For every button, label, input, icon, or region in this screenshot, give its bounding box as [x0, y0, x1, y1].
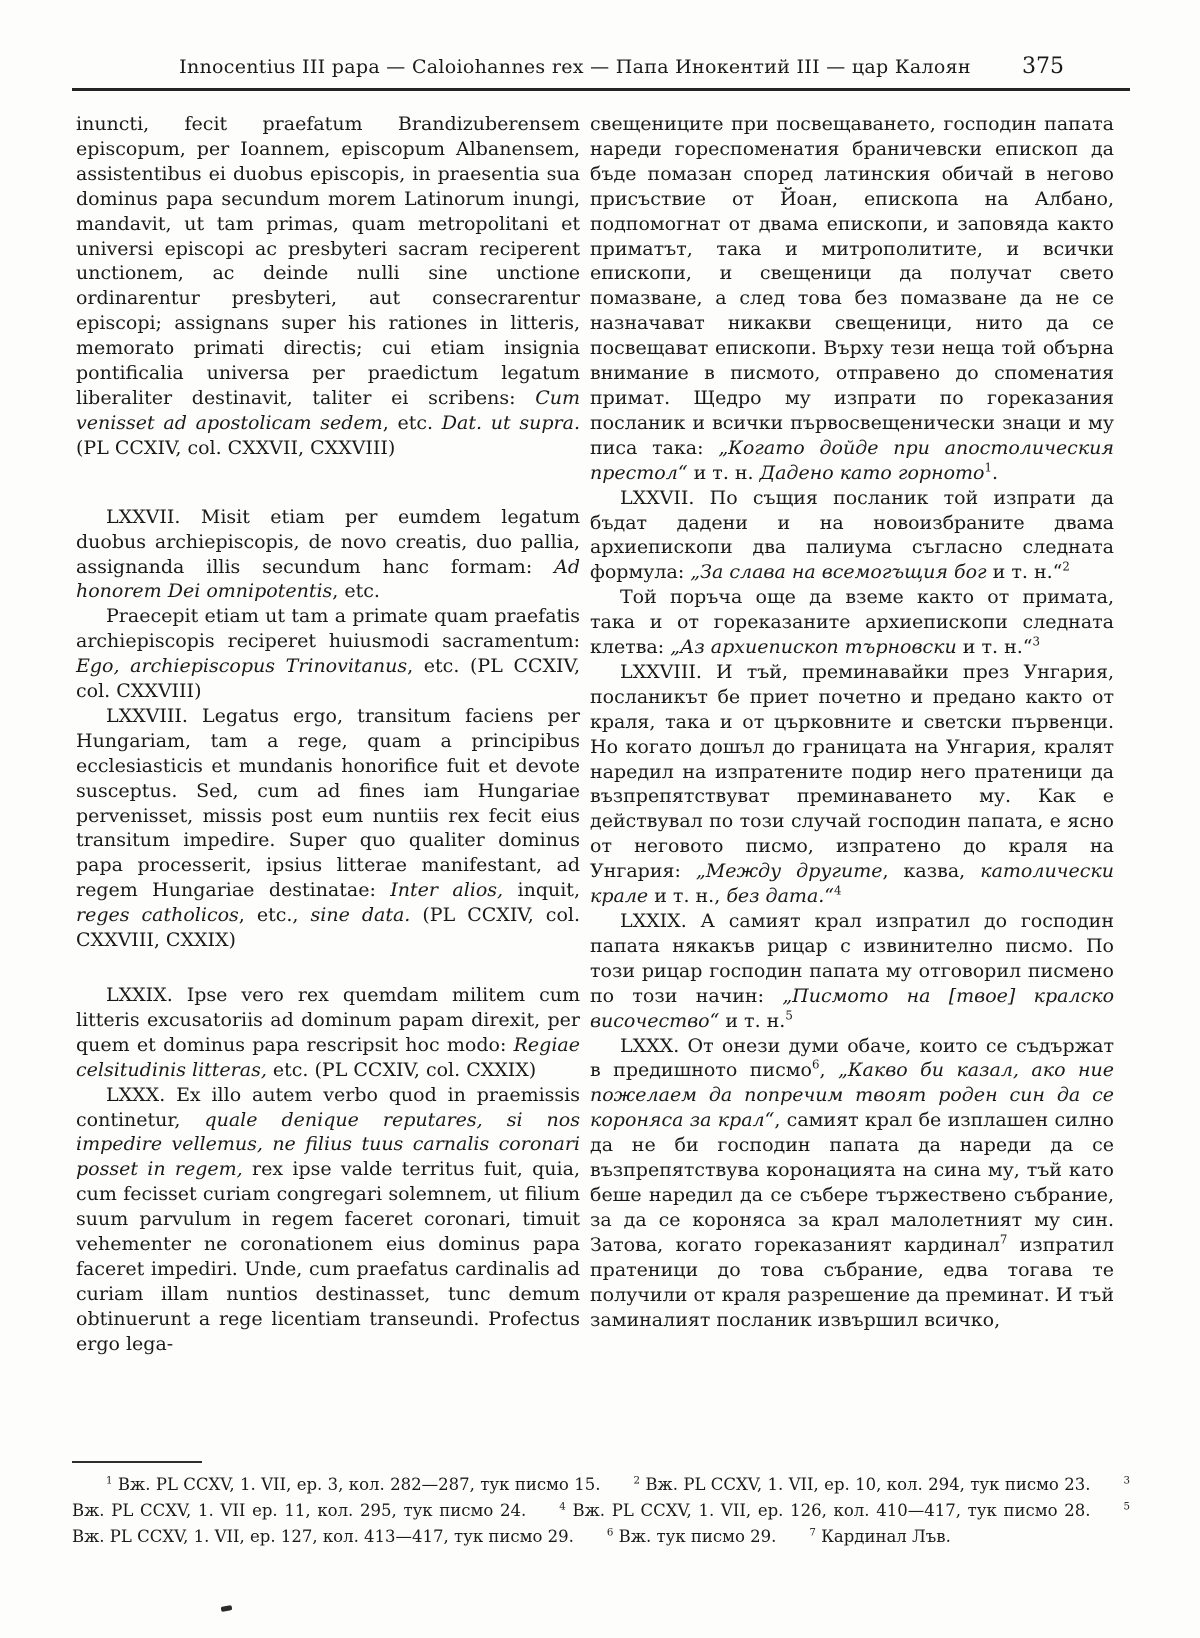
body-text: Вж. PL CCXV, 1. VII, ep. 127, кол. 413—417, тук писмо 29. [72, 1527, 607, 1546]
footnote-reference: 5 [1123, 1501, 1130, 1513]
body-text: LXXIX. А самият крал изпратил до господин папата някакъв рицар с извинително писмо. По този рицар господин папата му отговорил писмено по този начин: [590, 910, 1114, 1007]
body-text: Кардинал Лъв. [815, 1527, 951, 1546]
body-text: , etc. [332, 580, 380, 603]
footnote-reference: 4 [834, 883, 842, 898]
footnote-reference: 6 [606, 1527, 614, 1539]
footnote-reference: 1 [984, 460, 992, 475]
quoted-italic-text: Ad honorem Dei omnipotentis [76, 555, 580, 603]
footnote-reference: 6 [811, 1058, 820, 1073]
body-text: , etc. [382, 411, 442, 434]
body-text: Той поръча още да вземе както от примата, така и от гореказаните архиепископи следната клетва: [590, 586, 1114, 659]
body-text: , самият крал бе изплашен силно да не би господин папата да нареди да се възпрепятствува коронацията на сина му, тъй като беше наредил да се събере тържествено събрание, за да се короняса за крал малолетният му син. Затова, когато гореказаният кардинал [590, 1109, 1114, 1256]
footnote-divider-rule [72, 1461, 202, 1463]
body-text: , etc., [238, 904, 311, 927]
quoted-italic-text: католически крале [590, 860, 1114, 908]
body-text: inquit, [503, 879, 580, 902]
latin-lxxix [76, 983, 580, 1083]
footnote-reference: 4 [559, 1501, 566, 1513]
body-text: LXXVIII. И тъй, преминавайки през Унгария, посланикът бе приет почетно и предано както от краля, така и от църковните и светски първенци. Но когато дошъл до границата на Унгария, кралят наредил на изпратените подир него пратеници да възпрепятствуват преминаването му. Как е действувал по този случай господин папата, е ясно от неговото писмо, изпратено до краля на Унгария: [590, 660, 1114, 883]
body-text: LXXVII. Misit etiam per eumdem legatum duobus archiepiscopis, de novo creatis, duo pallia, assignanda illis secundum hanc formam: [76, 505, 580, 578]
quoted-italic-text: sine data. [310, 904, 411, 927]
footnote-reference: 3 [1032, 634, 1040, 649]
body-text: и т. н., [648, 885, 727, 908]
body-text: Вж. тук писмо 29. [613, 1527, 810, 1546]
footnote-reference: 5 [785, 1008, 793, 1023]
footnotes-block [72, 1472, 1130, 1550]
body-text: и т. н.“ [986, 561, 1063, 584]
bulgarian-continuation [590, 112, 1114, 486]
footnote-reference: 7 [809, 1527, 816, 1539]
latin-text-column [76, 112, 580, 1412]
footnote-reference: 7 [999, 1232, 1008, 1247]
body-text: и т. н.“ [956, 636, 1033, 659]
footnote-reference: 2 [1062, 559, 1070, 574]
latin-continuation [76, 112, 580, 461]
quoted-italic-text: „Между другите [695, 860, 883, 883]
body-text: LXXX. Ex illo autem verbo quod in praemissis continetur, [76, 1083, 580, 1131]
bulgarian-lxxvii [590, 486, 1114, 586]
body-text: Вж. PL CCXV, 1. VII, ep. 3, кол. 282—287, тук писмо 15. [112, 1475, 634, 1494]
header-divider-rule [72, 88, 1130, 91]
latin-lxxviii [76, 704, 580, 953]
latin-lxxvii-oath [76, 604, 580, 704]
quoted-italic-text: „Писмото на [твое] кралско височество“ [590, 984, 1115, 1032]
footnote-reference: 2 [633, 1475, 640, 1487]
bulgarian-lxxix [590, 909, 1114, 1034]
quoted-italic-text: „Аз архиепископ търновски [670, 636, 957, 659]
quoted-italic-text: reges catholicos [76, 904, 239, 927]
body-text: LXXIX. Ipse vero rex quemdam militem cum litteris excusatoriis ad dominum papam direxit, per quem et dominus papa rescripsit hoc modo: [76, 984, 580, 1056]
body-text: , [819, 1059, 838, 1082]
quoted-italic-text: Cum venisset ad apostolicam sedem [76, 386, 580, 434]
body-text: (PL CCXIV, col. CXXVII, CXXVIII) [76, 436, 396, 459]
body-text: изпратил пратеници до това събрание, едва тогава те получили от краля разрешение да преминат. И тъй заминалият посланик извършил всичко, [590, 1233, 1114, 1331]
quoted-italic-text: Ego, archiepiscopus Trinovitanus [76, 655, 408, 678]
footnotes-text [72, 1472, 1130, 1550]
body-text: LXXX. От онези думи обаче, които се съдържат в предишното писмо [590, 1034, 1114, 1082]
body-text: , казва, [882, 860, 981, 883]
quoted-italic-text: „За слава на всемогъщия бог [690, 561, 987, 584]
quoted-italic-text: Дадено като горното [759, 461, 985, 484]
body-text: . [991, 461, 999, 484]
body-text: Вж. PL CCXV, 1. VII, ep. 126, кол. 410—417, тук писмо 28. [565, 1501, 1124, 1520]
ink-smudge-mark [221, 1605, 233, 1612]
body-text: Вж. PL CCXV, 1. VII, ep. 10, кол. 294, тук писмо 23. [640, 1475, 1124, 1494]
body-text: etc. (PL CCXIV, col. CXXIX) [266, 1058, 537, 1081]
quoted-italic-text: quale denique reputares, si nos impedire vellemus, ne filius tuus carnalis coronari posset in regem, [76, 1108, 580, 1181]
quoted-italic-text: Regiae celsitudinis litteras, [76, 1033, 580, 1081]
quoted-italic-text: Inter alios, [390, 879, 504, 902]
body-text: LXXVII. По същия посланик той изпрати да бъдат дадени и на новоизбраните двама архиепископи два палиума съгласно следната формула: [590, 486, 1114, 584]
quoted-italic-text: без дата.“ [726, 885, 835, 908]
body-text: , etc. (PL CCXIV, col. CXXVIII) [76, 655, 580, 703]
page-header [75, 56, 1130, 84]
footnote-reference: 1 [106, 1475, 113, 1487]
bulgarian-lxxx [590, 1034, 1114, 1333]
body-text: и т. н. [687, 461, 760, 484]
quoted-italic-text: „Какво би казал, ако ние пожелаем да попречим твоят роден син да се короняса за крал“ [590, 1059, 1114, 1132]
body-text: свещениците при посвещаването, господин папата нареди гореспоменатия браничевски епископ да бъде помазан според латинския обичай в негово присъствие от Йоан, епископа на Албано, подпомогнат от двама епископи, и заповяда както приматът, така и митрополитите, и всички епископи, и свещеници да получат свето помазване, а след това без помазване да не се назначават никакви свещеници, нито да се посвещават епископи. Върху тези неща той обърна внимание в писмото, отправено до споменатия примат. Щедро му изпрати по гореказания посланик и всички първосвещенически знаци и му писа така: [590, 113, 1114, 459]
body-text: Вж. PL CCXV, 1. VII ep. 11, кол. 295, тук писмо 24. [72, 1501, 560, 1520]
body-text: inuncti, fecit praefatum Brandizuberensem episcopum, per Ioannem, episcopum Albanensem, assistentibus ei duobus episcopis, in praesentia sua dominus papa secundum morem Latinorum inungi, mandavit, ut tam primas, quam metropolitani et universi episcopi ac presbyteri sacram reciperent unctionem, ac deinde nulli sine unctione ordinarentur presbyteri, aut consecrarentur episcopi; assignans super his rationes in litteris, memorato primati directis; cui etiam insignia pontificalia universa per praedictum legatum liberaliter destinavit, taliter ei scribens: [76, 113, 580, 409]
page-number: 375 [1022, 54, 1064, 79]
body-text: и т. н. [719, 1009, 786, 1032]
latin-lxxx [76, 1083, 580, 1357]
bulgarian-lxxvii-oath [590, 585, 1114, 660]
quoted-italic-text: „Когато дойде при апостолическия престол“ [590, 436, 1114, 484]
body-text: LXXVIII. Legatus ergo, transitum faciens per Hungariam, tam a rege, quam a principibus ecclesiasticis et mundanis honorifice fuit et devote susceptus. Sed, cum ad fines iam Hungariae pervenisset, missis post eum nuntiis rex fecit eius transitum impedire. Super quo qualiter dominus papa processerit, ipsius litterae manifestant, ad regem Hungariae destinatae: [76, 704, 580, 902]
body-text: Praecepit etiam ut tam a primate quam praefatis archiepiscopis reciperet huiusmodi sacramentum: [76, 605, 580, 653]
body-text: (PL CCXIV, col. CXXVIII, CXXIX) [76, 904, 580, 952]
quoted-italic-text: Dat. ut supra. [441, 411, 580, 434]
body-text: rex ipse valde territus fuit, quia, cum fecisset curiam congregari solemnem, ut filium suum parvulum in regem faceret coronari, timuit vehementer ne coronationem eius dominus papa faceret impediri. Unde, cum praefatus cardinalis ad curiam illam nuntios destinasset, tunc demum obtinuerunt a rege licentiam transeundi. Profectus ergo lega- [76, 1158, 580, 1355]
footnote-reference: 3 [1123, 1475, 1130, 1487]
running-title: Innocentius III papa — Caloiohannes rex — Папа Инокентий III — цар Калоян [179, 56, 971, 78]
bulgarian-text-column [590, 112, 1114, 1412]
latin-lxxvii [76, 505, 580, 605]
bulgarian-lxxviii [590, 660, 1114, 909]
